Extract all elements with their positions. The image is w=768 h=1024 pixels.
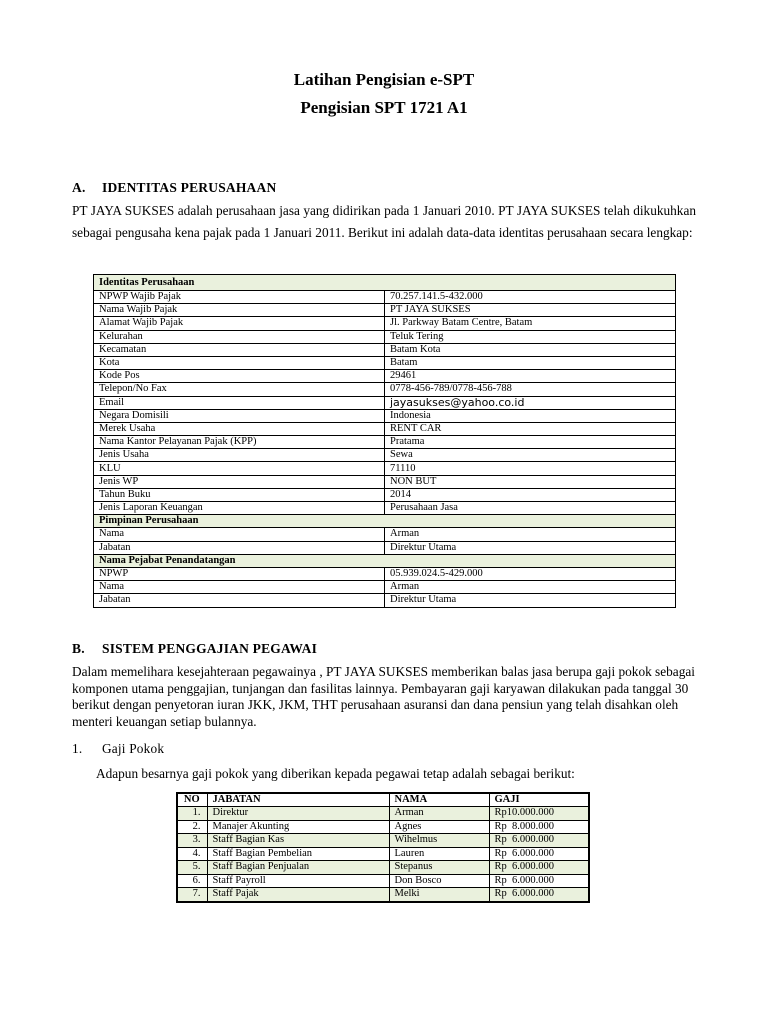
identity-label: Kelurahan (94, 330, 385, 343)
salary-row (177, 874, 589, 888)
section-b-heading (72, 641, 317, 657)
section-b-paragraph: Dalam memelihara kesejahteraan pegawainya , PT JAYA SUKSES memberikan balas jasa berupa gaji pokok sebagai komponen utama penggajian, tunjangan dan fasilitas lainnya. Pembayaran gaji karyawan dilakukan pada tanggal 30 berikut dengan penyetoran iuran JKK, JKM, THT perusahaan asuransi dan dana pensiun yang telah disahkan oleh menteri keuangan setiap bulannya. (72, 664, 695, 729)
salary-cell-no: 2. (177, 820, 207, 834)
salary-row (177, 861, 589, 875)
section-a-title: IDENTITAS PERUSAHAAN (102, 180, 277, 195)
identity-label: KLU (94, 462, 385, 475)
salary-table-body (177, 807, 589, 902)
document-subtitle: Pengisian SPT 1721 A1 (300, 98, 468, 117)
identity-value: Batam (385, 356, 676, 369)
salary-cell-no: 7. (177, 888, 207, 902)
identity-row (94, 488, 676, 501)
salary-cell-no: 6. (177, 874, 207, 888)
salary-cell-gaji: Rp 6.000.000 (489, 874, 589, 888)
gaji-pokok-title: Gaji Pokok (102, 741, 165, 756)
pejabat-section-row (94, 554, 676, 567)
salary-cell-jabatan: Staff Payroll (207, 874, 389, 888)
gaji-pokok-heading (72, 741, 164, 757)
identity-label: Kota (94, 356, 385, 369)
pejabat-label: NPWP (94, 567, 385, 580)
identity-label: Merek Usaha (94, 422, 385, 435)
identity-row (94, 304, 676, 317)
section-b-title: SISTEM PENGGAJIAN PEGAWAI (102, 641, 318, 656)
salary-cell-gaji: Rp 6.000.000 (489, 888, 589, 902)
document-title: Latihan Pengisian e-SPT (293, 70, 475, 89)
identity-row (94, 291, 676, 304)
salary-cell-gaji: Rp 8.000.000 (489, 820, 589, 834)
salary-row (177, 847, 589, 861)
salary-header-row (177, 793, 589, 807)
identity-section-row (94, 275, 676, 291)
pimpinan-label: Jabatan (94, 541, 385, 554)
identity-label: Alamat Wajib Pajak (94, 317, 385, 330)
identity-value: Jl. Parkway Batam Centre, Batam (385, 317, 676, 330)
identity-value: jayasukses@yahoo.co.id (385, 396, 676, 409)
identity-row (94, 449, 676, 462)
identity-row (94, 330, 676, 343)
salary-cell-nama: Don Bosco (389, 874, 489, 888)
identity-row (94, 409, 676, 422)
identity-table (93, 274, 676, 608)
salary-cell-jabatan: Direktur (207, 807, 389, 821)
salary-cell-gaji: Rp 6.000.000 (489, 834, 589, 848)
salary-cell-jabatan: Manajer Akunting (207, 820, 389, 834)
identity-row (94, 396, 676, 409)
identity-table-body (94, 275, 676, 608)
salary-cell-nama: Lauren (389, 847, 489, 861)
identity-label: Nama Kantor Pelayanan Pajak (KPP) (94, 436, 385, 449)
section-a-number: A. (72, 180, 86, 195)
salary-cell-no: 1. (177, 807, 207, 821)
gaji-pokok-intro: Adapun besarnya gaji pokok yang diberikan kepada pegawai tetap adalah sebagai berikut: (96, 766, 575, 781)
identity-value: PT JAYA SUKSES (385, 304, 676, 317)
identity-value: 71110 (385, 462, 676, 475)
salary-cell-jabatan: Staff Bagian Pembelian (207, 847, 389, 861)
pejabat-value: Arman (385, 581, 676, 594)
pimpinan-row (94, 528, 676, 541)
pimpinan-row (94, 541, 676, 554)
salary-cell-no: 3. (177, 834, 207, 848)
identity-value: 2014 (385, 488, 676, 501)
identity-value: Teluk Tering (385, 330, 676, 343)
identity-label: Email (94, 396, 385, 409)
identity-section-label: Identitas Perusahaan (94, 275, 676, 291)
salary-header-jabatan: JABATAN (207, 793, 389, 807)
pejabat-row (94, 594, 676, 607)
identity-row (94, 502, 676, 515)
pimpinan-value: Arman (385, 528, 676, 541)
identity-label: Jenis Usaha (94, 449, 385, 462)
salary-header-gaji: GAJI (489, 793, 589, 807)
salary-header-no: NO (177, 793, 207, 807)
identity-label: Negara Domisili (94, 409, 385, 422)
identity-value: RENT CAR (385, 422, 676, 435)
identity-value: Perusahaan Jasa (385, 502, 676, 515)
identity-row (94, 383, 676, 396)
salary-cell-gaji: Rp10.000.000 (489, 807, 589, 821)
identity-value: 29461 (385, 370, 676, 383)
salary-row (177, 807, 589, 821)
pejabat-row (94, 581, 676, 594)
pejabat-label: Jabatan (94, 594, 385, 607)
identity-label: Jenis Laporan Keuangan (94, 502, 385, 515)
salary-cell-gaji: Rp 6.000.000 (489, 861, 589, 875)
identity-label: Kecamatan (94, 343, 385, 356)
identity-row (94, 356, 676, 369)
identity-row (94, 475, 676, 488)
identity-value: 0778-456-789/0778-456-788 (385, 383, 676, 396)
pejabat-section-label: Nama Pejabat Penandatangan (94, 554, 676, 567)
salary-row (177, 834, 589, 848)
salary-cell-nama: Wihelmus (389, 834, 489, 848)
identity-row (94, 462, 676, 475)
salary-header-nama: NAMA (389, 793, 489, 807)
section-b-number: B. (72, 641, 85, 656)
salary-cell-gaji: Rp 6.000.000 (489, 847, 589, 861)
pimpinan-value: Direktur Utama (385, 541, 676, 554)
salary-cell-jabatan: Staff Bagian Kas (207, 834, 389, 848)
gaji-pokok-number: 1. (72, 741, 83, 756)
salary-cell-nama: Melki (389, 888, 489, 902)
identity-label: Tahun Buku (94, 488, 385, 501)
identity-label: NPWP Wajib Pajak (94, 291, 385, 304)
section-a-heading (72, 180, 276, 196)
pimpinan-section-label: Pimpinan Perusahaan (94, 515, 676, 528)
identity-label: Nama Wajib Pajak (94, 304, 385, 317)
salary-cell-nama: Arman (389, 807, 489, 821)
identity-value: Sewa (385, 449, 676, 462)
identity-value: NON BUT (385, 475, 676, 488)
salary-cell-nama: Stepanus (389, 861, 489, 875)
pejabat-value: Direktur Utama (385, 594, 676, 607)
salary-cell-jabatan: Staff Bagian Penjualan (207, 861, 389, 875)
identity-row (94, 422, 676, 435)
salary-cell-jabatan: Staff Pajak (207, 888, 389, 902)
pejabat-value: 05.939.024.5-429.000 (385, 567, 676, 580)
identity-row (94, 317, 676, 330)
salary-cell-nama: Agnes (389, 820, 489, 834)
section-a-paragraph: PT JAYA SUKSES adalah perusahaan jasa yang didirikan pada 1 Januari 2010. PT JAYA SUKSES telah dikukuhkan sebagai pengusaha kena pajak pada 1 Januari 2011. Berikut ini adalah data-data identitas perusahaan secara lengkap: (72, 203, 696, 240)
identity-row (94, 370, 676, 383)
salary-row (177, 820, 589, 834)
pejabat-row (94, 567, 676, 580)
salary-cell-no: 4. (177, 847, 207, 861)
salary-row (177, 888, 589, 902)
identity-label: Kode Pos (94, 370, 385, 383)
identity-value: Batam Kota (385, 343, 676, 356)
identity-row (94, 343, 676, 356)
pimpinan-section-row (94, 515, 676, 528)
identity-label: Jenis WP (94, 475, 385, 488)
identity-value: Indonesia (385, 409, 676, 422)
identity-row (94, 436, 676, 449)
pejabat-label: Nama (94, 581, 385, 594)
salary-table (176, 792, 590, 903)
identity-value: Pratama (385, 436, 676, 449)
salary-cell-no: 5. (177, 861, 207, 875)
pimpinan-label: Nama (94, 528, 385, 541)
identity-value: 70.257.141.5-432.000 (385, 291, 676, 304)
identity-label: Telepon/No Fax (94, 383, 385, 396)
